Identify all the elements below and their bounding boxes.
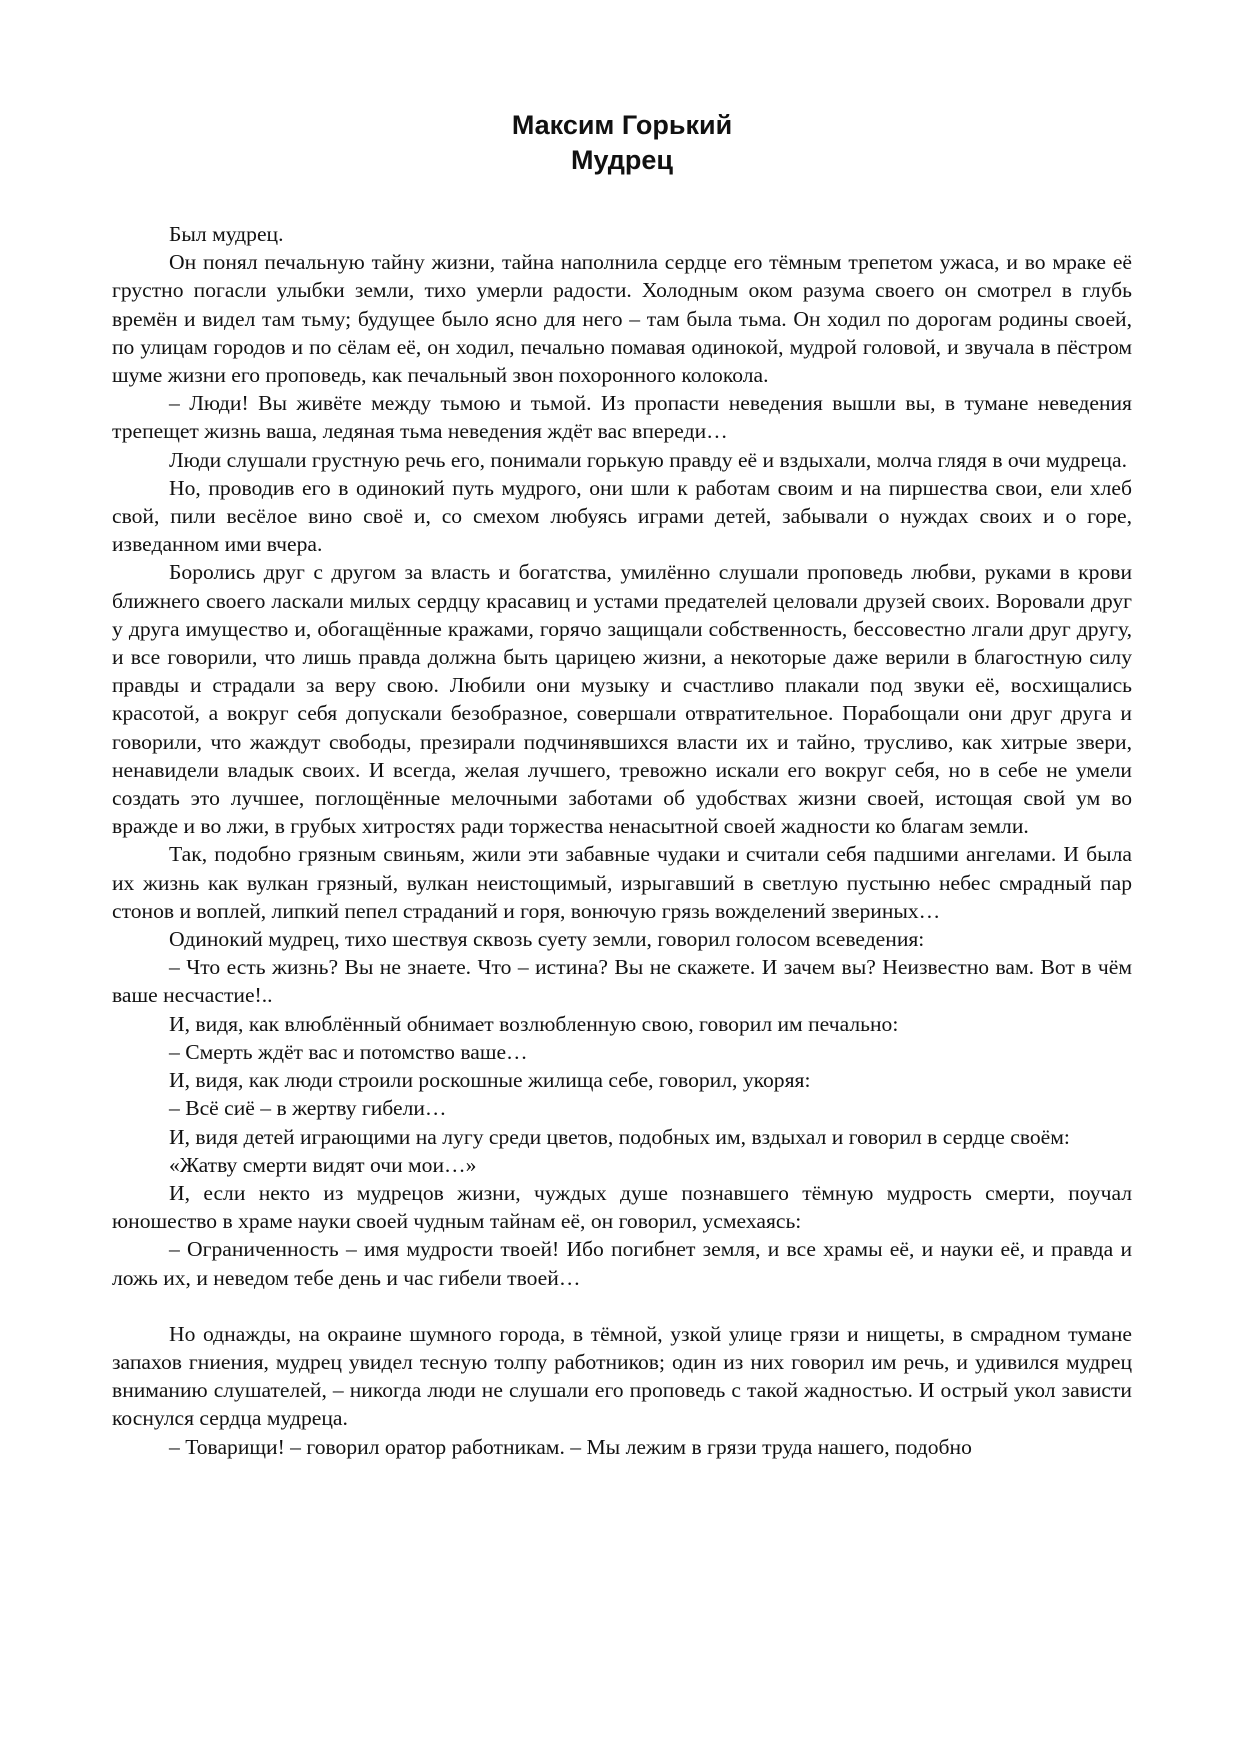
story-title: Мудрец [570, 145, 674, 175]
paragraph: Так, подобно грязным свиньям, жили эти забавные чудаки и считали себя падшими ангелами. И была их жизнь как вулкан грязный, вулкан неистощимый, изрыгавший в светлую пустыню небес смрадный пар стонов и воплей, липкий пепел страданий и горя, вонючую грязь вожделений звериных… [112, 842, 1132, 923]
paragraph: – Товарищи! – говорил оратор работникам. – Мы лежим в грязи труда нашего, подобно [169, 1434, 972, 1459]
paragraph: «Жатву смерти видят очи мои…» [169, 1152, 477, 1177]
paragraph: – Смерть ждёт вас и потомство ваше… [169, 1039, 528, 1064]
paragraph: И, если некто из мудрецов жизни, чуждых душе познавшего тёмную мудрость смерти, поучал юношество в храме науки своей чудным тайнам её, он говорил, усмехаясь: [112, 1180, 1132, 1234]
story-text [112, 220, 1132, 1461]
paragraph: – Люди! Вы живёте между тьмою и тьмой. Из пропасти неведения вышли вы, в тумане неведения трепещет жизнь ваша, ледяная тьма неведения ждёт вас впереди… [112, 391, 1132, 444]
paragraph: Боролись друг с другом за власть и богатства, умилённо слушали проповедь любви, руками в крови ближнего своего ласкали милых сердцу красавиц и устами предателей целовали друзей своих. Воровали друг у друга имущество и, обогащённые кражами, горячо защищали собственность, бессовестно лгали друг другу, и все говорили, что лишь правда должна быть царицею жизни, а некоторые даже верили в благостную силу правды и страдали за веру свою. Любили они музыку и счастливо плакали под звуки её, восхищались красотой, а вокруг себя допускали безобразное, совершали отвратительное. Порабощали они друг друга и говорили, что жаждут свободы, презирали подчинявшихся власти их и тайно, трусливо, как хитрые звери, ненавидели владык своих. И всегда, желая лучшего, тревожно искали его вокруг себя, но в себе не умели создать это лучшее, поглощённые мелочными заботами об удобствах жизни своей, истощая свой ум во вражде и во лжи, в грубых хитростях ради торжества ненасытной своей жадности ко благам земли. [112, 560, 1132, 839]
paragraph: Был мудрец. [169, 222, 284, 246]
paragraph: – Что есть жизнь? Вы не знаете. Что – истина? Вы не скажете. И зачем вы? Неизвестно вам. Вот в чём ваше несчастие!.. [112, 955, 1132, 1008]
paragraph: И, видя, как люди строили роскошные жилища себе, говорил, укоряя: [169, 1068, 811, 1093]
author-name: Максим Горький [511, 110, 733, 140]
section-break [112, 1292, 1132, 1320]
paragraph: Но, проводив его в одинокий путь мудрого, они шли к работам своим и на пиршества свои, ели хлеб свой, пили весёлое вино своё и, со смехом любуясь играми детей, забывали о нуждах своих и о горе, изведанном ими вчера. [112, 475, 1132, 557]
paragraph: И, видя, как влюблённый обнимает возлюбленную свою, говорил им печально: [169, 1011, 899, 1036]
paragraph: – Ограниченность – имя мудрости твоей! Ибо погибнет земля, и все храмы её, и науки её, и правда и ложь их, и неведом тебе день и час гибели твоей… [112, 1237, 1132, 1290]
paragraph: Люди слушали грустную речь его, понимали горькую правду её и вздыхали, молча глядя в очи мудреца. [169, 447, 1127, 472]
document-page [112, 108, 1132, 1461]
paragraph: Он понял печальную тайну жизни, тайна наполнила сердце его тёмным трепетом ужаса, и во мраке её грустно погасли улыбки земли, тихо умерли радости. Холодным оком разума своего он смотрел в глубь времён и видел там тьму; будущее было ясно для него – там была тьма. Он ходил по дорогам родины своей, по улицам городов и по сёлам её, он ходил, печально помавая одинокой, мудрой головой, и звучала в пёстром шуме жизни его проповедь, как печальный звон похоронного колокола. [112, 250, 1132, 388]
title-block [112, 108, 1132, 178]
paragraph: Одинокий мудрец, тихо шествуя сквозь суету земли, говорил голосом всеведения: [169, 927, 925, 952]
paragraph: И, видя детей играющими на лугу среди цветов, подобных им, вздыхал и говорил в сердце своём: [169, 1124, 1070, 1149]
paragraph: – Всё сиё – в жертву гибели… [169, 1096, 447, 1121]
paragraph: Но однажды, на окраине шумного города, в тёмной, узкой улице грязи и нищеты, в смрадном тумане запахов гниения, мудрец увидел тесную толпу работников; один из них говорил им речь, и удивился мудрец вниманию слушателей, – никогда люди не слушали его проповедь с такой жадностью. И острый укол зависти коснулся сердца мудреца. [112, 1321, 1132, 1431]
